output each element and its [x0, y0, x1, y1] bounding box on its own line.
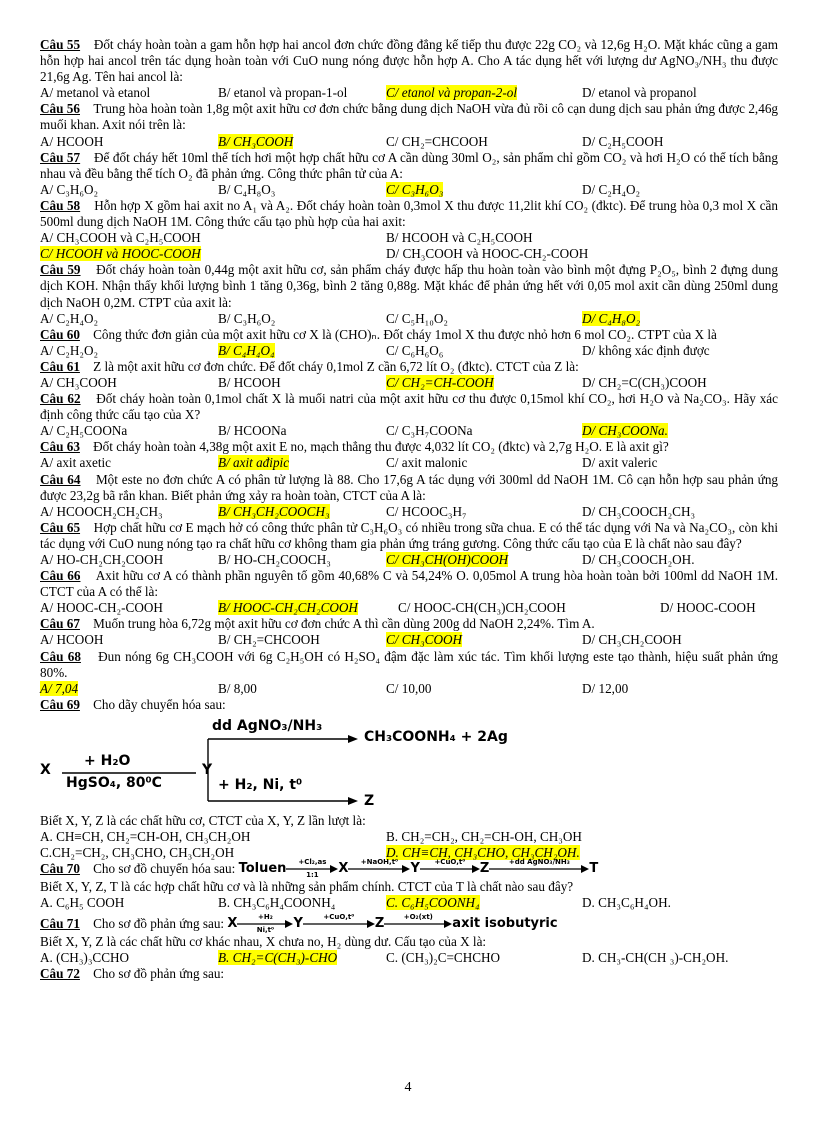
option-a: A/ C₂H₄O₂ — [40, 310, 99, 326]
option-d: D/ CH₃COOCH₂OH. — [582, 552, 695, 567]
question-65 — [40, 520, 778, 568]
option-d — [582, 311, 778, 327]
highlighted-answer: C. C₆H₅COONH₄ — [386, 895, 480, 911]
highlighted-answer: C/ etanol và propan-2-ol — [386, 85, 518, 101]
question-57 — [40, 150, 778, 198]
option-d: D/ CH₃COOCH₂CH₃ — [582, 503, 696, 519]
option-c: C/ HOOC-CH(CH₃)CH₂COOH — [398, 600, 566, 616]
answer-options — [40, 375, 778, 391]
highlighted-answer: B/ CH₃CH₂COOCH₃ — [218, 503, 330, 519]
option-d: D/ etanol và propanol — [582, 85, 697, 101]
option-c — [386, 182, 582, 198]
reagent-hydrogen: + H₂, Ni, t⁰ — [218, 776, 303, 793]
question-number: Câu 55 — [40, 37, 81, 52]
question-number: Câu 56 — [40, 101, 80, 117]
option-c — [386, 552, 582, 568]
option-a: A. (CH₃)₃CCHO — [40, 949, 130, 965]
question-text: Hợp chất hữu cơ E mạch hở có công thức phân tử C₃H₆O₃ có nhiều trong sữa chua. E có thể tác dụng với Na và Na₂CO₃, còn khi tác dụng với CuO nung nóng tạo ra chất hữu cơ không tham gia phản ứng tráng gương. Công thức cấu tạo của E là chất nào sau đây? — [40, 519, 778, 551]
question-number: Câu 66 — [40, 568, 81, 584]
question-number: Câu 71 — [40, 915, 80, 931]
option-a: A/ HCOOH — [40, 133, 104, 149]
question-58 — [40, 198, 778, 262]
reaction-arrow: +O₂(xt) — [384, 916, 452, 932]
option-c — [386, 632, 582, 648]
highlighted-answer: C/ HCOOH và HOOC-COOH — [40, 246, 201, 262]
option-c: C/ C₅H₁₀O₂ — [386, 310, 448, 326]
compound-y: Y — [293, 915, 303, 931]
option-a — [40, 681, 218, 697]
option-a: A/ HO-CH₂CH₂COOH — [40, 552, 164, 567]
question-61 — [40, 359, 778, 391]
question-69 — [40, 697, 778, 861]
question-text: Đun nóng 6g CH₃COOH với 6g C₂H₅OH có H₂SO₄ đậm đặc làm xúc tác. Tìm khối lượng este tạo thành, hiệu suất phản ứng 80%. — [40, 648, 779, 680]
question-number: Câu 65 — [40, 519, 81, 535]
highlighted-answer: A/ 7,04 — [40, 680, 79, 696]
question-number: Câu 61 — [40, 358, 80, 374]
option-b — [218, 504, 386, 520]
option-a: A. CH≡CH, CH₂=CH-OH, CH₃CH₂OH — [40, 829, 251, 845]
answer-options — [40, 423, 778, 439]
option-d: D/ 12,00 — [582, 680, 629, 696]
answer-options — [40, 134, 778, 150]
answer-options — [40, 182, 778, 198]
reagent-silver-nitrate: dd AgNO₃/NH₃ — [212, 717, 323, 734]
option-b — [218, 950, 386, 966]
option-b: B/ HCOONa — [218, 423, 287, 439]
compound-x: X — [338, 861, 349, 877]
answer-options — [40, 681, 778, 697]
question-70 — [40, 858, 778, 911]
option-d: D/ axit valeric — [582, 455, 658, 471]
option-c: C/ axit malonic — [386, 455, 468, 471]
compound-x: X — [227, 915, 238, 931]
question-text: Cho sơ đồ phản ứng sau: — [93, 915, 225, 931]
chain-end: axit isobutyric — [452, 915, 558, 931]
option-d: D/ CH₃COOH và HOOC-CH₂-COOH — [386, 246, 589, 262]
compound-z: Z — [364, 792, 375, 809]
option-c — [386, 375, 582, 391]
question-66 — [40, 568, 778, 616]
option-b — [218, 600, 398, 616]
question-text: Một este no đơn chức A có phân tử lượng là 88. Cho 17,6g A tác dụng với 300ml dd NaOH 1M. Cô cạn hỗn hợp sau phản ứng được 23,2g bã rắn khan. Biết phản ứng xảy ra hoàn toàn, CTCT của A là: — [40, 471, 779, 503]
compound-x: X — [40, 761, 51, 778]
highlighted-answer: C/ CH₃CH(OH)COOH — [386, 552, 509, 567]
answer-options — [40, 455, 778, 471]
reaction-arrow: +CuO,t⁰ — [303, 916, 375, 932]
question-number: Câu 62 — [40, 391, 81, 407]
option-b: B/ CH₂=CHCOOH — [218, 632, 320, 648]
answer-options — [40, 632, 778, 648]
highlighted-answer: D/ C₄H₈O₂ — [582, 310, 641, 326]
reaction-arrow: +H₂ Ni,t⁰ — [237, 916, 293, 932]
question-number: Câu 68 — [40, 648, 81, 664]
option-d: D/ không xác định được — [582, 342, 710, 358]
question-text: Muốn trung hòa 6,72g một axit hữu cơ đơn chức A thì cần dùng 200g dd NaOH 2,24%. Tìm A. — [93, 616, 595, 632]
question-text: Axit hữu cơ A có thành phần nguyên tố gồm 40,68% C và 54,24% O. 0,05mol A trung hòa hoàn toàn bởi 100ml dd NaOH 1M. CTCT của A có thể là: — [40, 568, 778, 600]
option-d: D/ C₂H₅COOH — [582, 133, 664, 149]
question-number: Câu 60 — [40, 326, 80, 342]
option-a: A. C₆H₅ COOH — [40, 895, 125, 911]
question-number: Câu 58 — [40, 197, 81, 213]
option-b — [218, 134, 386, 150]
option-a: A/ C₂H₂O₂ — [40, 342, 99, 358]
option-b: B/ etanol và propan-1-ol — [218, 85, 348, 101]
document-page — [40, 37, 778, 982]
option-a: A/ CH₃COOH — [40, 374, 117, 390]
reaction-scheme — [40, 715, 778, 811]
answer-options — [40, 85, 778, 101]
chain-start: Toluen — [238, 861, 287, 877]
option-a: A/ C₃H₆O₂ — [40, 181, 99, 197]
option-d: D/ HOOC-COOH — [660, 600, 756, 616]
question-text: Biết X, Y, Z là các chất hữu cơ, CTCT của X, Y, Z lần lượt là: — [40, 812, 366, 828]
option-a: A/ C₂H₅COONa — [40, 423, 128, 439]
option-d — [582, 423, 778, 439]
highlighted-answer: B/ axit ađipic — [218, 455, 290, 471]
question-number: Câu 63 — [40, 439, 80, 455]
question-text: Để đốt cháy hết 10ml thể tích hơi một hợp chất hữu cơ A cần dùng 30ml O₂, sản phẩm chỉ gồm CO₂ và hơi H₂O có thể tích bằng nhau và đều bằng thể tích O₂ đã phản ứng. Công thức phân tử của A: — [40, 149, 778, 181]
question-text: Hỗn hợp X gồm hai axit no A₁ và A₂. Đốt cháy hoàn toàn 0,3mol X thu được 11,2lit khí CO₂ (đktc). Để trung hòa 0,3 mol X cần 500ml dung dịch NaOH 1M. Công thức cấu tạo phù hợp của hai axit: — [40, 197, 778, 230]
option-c: C/ C₃H₇COONa — [386, 423, 473, 439]
page-number: 4 — [404, 1080, 412, 1095]
answer-options — [40, 504, 778, 520]
compound-t: T — [589, 861, 599, 877]
answer-options — [40, 950, 778, 966]
compound-z: Z — [374, 915, 385, 931]
question-text: Z là một axit hữu cơ đơn chức. Để đốt cháy 0,1mol Z cần 6,72 lít O₂ (đktc). CTCT của Z là: — [93, 358, 579, 374]
highlighted-answer: B/ C₄H₄O₄ — [218, 342, 275, 358]
option-b: B/ HCOOH — [218, 374, 281, 390]
question-71 — [40, 912, 778, 966]
question-text: Biết X, Y, Z là các chất hữu cơ khác nhau, X chưa no, H₂ dùng dư. Cấu tạo của X là: — [40, 933, 487, 949]
question-number: Câu 70 — [40, 861, 80, 877]
answer-options — [40, 895, 778, 911]
option-c: C/ 10,00 — [386, 680, 432, 696]
option-a: A/ HCOOH — [40, 632, 104, 648]
reaction-arrow: +dd AgNO₃/NH₃ — [489, 861, 589, 877]
reaction-arrow: +NaOH,t⁰ — [348, 861, 410, 877]
option-c: C.CH₂=CH₂, CH₃CHO, CH₃CH₂OH — [40, 845, 235, 861]
question-59 — [40, 262, 778, 326]
option-d: D. CH₃C₆H₄OH. — [582, 895, 671, 911]
option-d: D/ C₂H₄O₂ — [582, 181, 641, 197]
question-text: Đốt cháy hoàn toàn 0,1mol chất X là muối natri của một axit hữu cơ thu được 0,15mol khí CO₂, hơi H₂O và Na₂CO₃. Hãy xác định công thức cấu tạo của X? — [40, 391, 779, 423]
option-b: B. CH₂=CH₂, CH₂=CH-OH, CH₃OH — [386, 829, 582, 845]
option-a: A/ HCOOCH₂CH₂CH₃ — [40, 503, 163, 519]
question-text: Công thức đơn giản của một axit hữu cơ X là (CHO)ₙ. Đốt cháy 1mol X thu được nhỏ hơn 6 mol CO₂. CTPT của X là — [93, 326, 717, 342]
question-number: Câu 72 — [40, 965, 80, 981]
question-62 — [40, 391, 778, 439]
product-top: CH₃COONH₄ + 2Ag — [364, 728, 508, 745]
question-text: Biết X, Y, Z, T là các hợp chất hữu cơ và là những sản phẩm chính. CTCT của T là chất nào sau đây? — [40, 879, 574, 895]
question-67 — [40, 616, 778, 648]
highlighted-answer: D/ CH₃COONa. — [582, 423, 668, 439]
question-55 — [40, 37, 778, 101]
question-63 — [40, 439, 778, 471]
option-d: D. CH₃-CH(CH ₃)-CH₂OH. — [582, 949, 729, 965]
question-number: Câu 64 — [40, 471, 81, 487]
option-c: C/ C₆H₆O₆ — [386, 342, 444, 358]
catalyst: HgSO₄, 80⁰C — [66, 774, 162, 791]
option-c — [386, 85, 582, 101]
option-a: A/ HOOC-CH₂-COOH — [40, 600, 163, 616]
question-number: Câu 59 — [40, 262, 81, 278]
highlighted-answer: B. CH₂=C(CH₃)-CHO — [218, 949, 338, 965]
option-d: D/ CH₃CH₂COOH — [582, 632, 682, 648]
question-68 — [40, 649, 778, 697]
question-text: Đốt cháy hoàn toàn 4,38g một axit E no, mạch thẳng thu được 4,032 lít CO₂ (đktc) và 2,7g H₂O. E là axit gì? — [93, 439, 669, 455]
option-a: A/ metanol và etanol — [40, 85, 151, 101]
question-text: Đốt cháy hoàn toàn 0,44g một axit hữu cơ, sản phẩm cháy được hấp thu hoàn toàn vào bình một đựng P₂O₅, bình 2 đựng dung dịch KOH. Nhận thấy khối lượng bình 1 tăng 0,36g, bình 2 tăng 0,88g. Mặt khác để phản ứng hết với 0,05 mol axit cần dùng 250ml dung dịch NaOH 0,2M. CTPT của axit là: — [40, 262, 778, 310]
option-a: A/ axit axetic — [40, 455, 112, 471]
option-c: C/ HCOOC₃H₇ — [386, 503, 467, 519]
question-number: Câu 67 — [40, 616, 80, 632]
question-number: Câu 57 — [40, 149, 81, 165]
option-c — [40, 246, 386, 262]
option-b — [218, 343, 386, 359]
question-text: Cho dãy chuyển hóa sau: — [93, 696, 226, 712]
compound-y: Y — [410, 861, 420, 877]
answer-options — [40, 343, 778, 359]
compound-z: Z — [479, 861, 490, 877]
option-b: B/ HCOOH và C₂H₅COOH — [386, 230, 533, 246]
option-b: B/ 8,00 — [218, 680, 257, 696]
question-60 — [40, 327, 778, 359]
highlighted-answer: B/ CH₃COOH — [218, 133, 294, 149]
highlighted-answer: B/ HOOC-CH₂CH₂COOH — [218, 600, 358, 616]
question-text: Cho sơ đồ chuyển hóa sau: — [93, 861, 236, 877]
answer-options — [40, 230, 778, 262]
option-a: A/ CH₃COOH và C₂H₅COOH — [40, 230, 201, 246]
question-text: Trung hòa hoàn toàn 1,8g một axit hữu cơ đơn chức bằng dung dịch NaOH vừa đủ rồi cô cạn dung dịch sau phản ứng được 2,46g muối khan. Axit nói trên là: — [40, 101, 779, 133]
reagent-water: + H₂O — [84, 752, 131, 769]
highlighted-answer: C/ C₃H₆O₃ — [386, 181, 444, 197]
option-b: B/ C₄H₈O₃ — [218, 181, 276, 197]
option-b: B. CH₃C₆H₄COONH₄ — [218, 895, 336, 911]
question-72 — [40, 966, 778, 982]
highlighted-answer: D. CH≡CH, CH₃CHO, CH₃CH₂OH. — [386, 845, 580, 861]
question-56 — [40, 101, 778, 149]
reaction-arrow: +CuO,t⁰ — [420, 861, 480, 877]
compound-y: Y — [202, 761, 213, 778]
answer-options — [40, 600, 778, 616]
highlighted-answer: C/ CH₃COOH — [386, 632, 463, 648]
question-text: Đốt cháy hoàn toàn a gam hỗn hợp hai ancol đơn chức đồng đẳng kế tiếp thu được 22g CO₂ và 12,6g H₂O. Mặt khác cũng a gam hỗn hợp hai ancol trên tác dụng hoàn toàn với CuO nung nóng được hỗn hợp A. Cho A tác dụng hết với lượng dư AgNO₃/NH₃ thu được 21,6g Ag. Tên hai ancol là: — [40, 37, 778, 85]
option-b — [218, 455, 386, 471]
option-b: B/ C₃H₆O₂ — [218, 310, 276, 326]
highlighted-answer: C/ CH₂=CH-COOH — [386, 374, 494, 390]
answer-options — [40, 552, 778, 568]
option-c: C. (CH₃)₂C=CHCHO — [386, 949, 501, 965]
answer-options — [40, 311, 778, 327]
reaction-arrow: +Cl₂,as 1:1 — [286, 861, 338, 877]
question-number: Câu 69 — [40, 696, 80, 712]
option-c — [386, 895, 582, 911]
option-d: D/ CH₂=C(CH₃)COOH — [582, 374, 707, 390]
answer-options — [40, 829, 778, 861]
question-64 — [40, 472, 778, 520]
option-b: B/ HO-CH₂COOCH₃ — [218, 552, 331, 567]
option-c: C/ CH₂=CHCOOH — [386, 133, 488, 149]
question-text: Cho sơ đồ phản ứng sau: — [93, 965, 225, 981]
